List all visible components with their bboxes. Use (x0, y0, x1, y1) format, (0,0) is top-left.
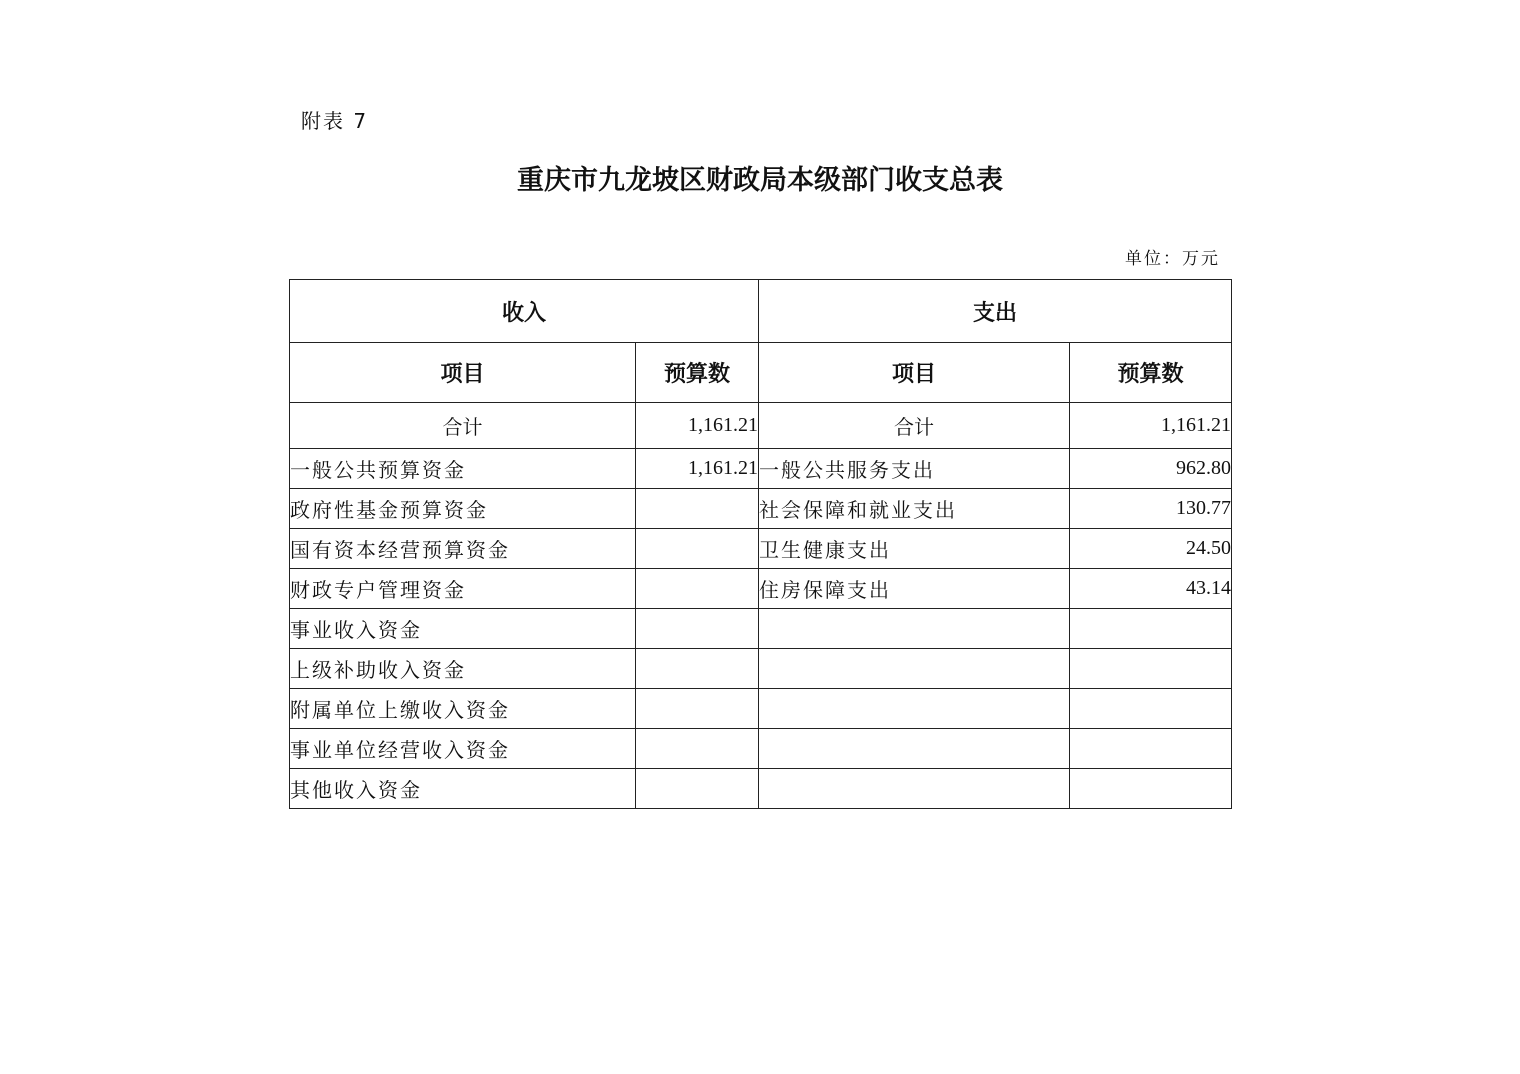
income-amount: 1,161.21 (636, 449, 759, 489)
expense-item (759, 609, 1070, 649)
expense-section-header: 支出 (759, 280, 1232, 343)
income-amount (636, 609, 759, 649)
table-row (290, 449, 1232, 489)
income-amount (636, 729, 759, 769)
table-row (290, 489, 1232, 529)
income-item: 国有资本经营预算资金 (290, 529, 636, 569)
income-item: 一般公共预算资金 (290, 449, 636, 489)
table-row (290, 569, 1232, 609)
income-amount (636, 489, 759, 529)
income-item: 政府性基金预算资金 (290, 489, 636, 529)
income-item: 其他收入资金 (290, 769, 636, 809)
income-item: 财政专户管理资金 (290, 569, 636, 609)
expense-item (759, 689, 1070, 729)
budget-summary-table (289, 279, 1232, 809)
total-row (290, 403, 1232, 449)
expense-amount (1070, 689, 1232, 729)
table-row (290, 649, 1232, 689)
income-amount (636, 689, 759, 729)
expense-item: 卫生健康支出 (759, 529, 1070, 569)
income-item: 附属单位上缴收入资金 (290, 689, 636, 729)
income-amount (636, 769, 759, 809)
expense-amount (1070, 609, 1232, 649)
expense-amount: 130.77 (1070, 489, 1232, 529)
income-total-label: 合计 (290, 403, 636, 449)
expense-amount (1070, 649, 1232, 689)
expense-amount (1070, 729, 1232, 769)
income-amount-column-header: 预算数 (636, 343, 759, 403)
expense-item-column-header: 项目 (759, 343, 1070, 403)
income-amount (636, 569, 759, 609)
expense-total-label: 合计 (759, 403, 1070, 449)
page-title: 重庆市九龙坡区财政局本级部门收支总表 (517, 165, 1003, 196)
attachment-label: 附表 7 (301, 109, 369, 133)
expense-amount: 43.14 (1070, 569, 1232, 609)
expense-amount-column-header: 预算数 (1070, 343, 1232, 403)
income-item: 事业收入资金 (290, 609, 636, 649)
income-item: 上级补助收入资金 (290, 649, 636, 689)
income-total-amount: 1,161.21 (636, 403, 759, 449)
expense-amount: 962.80 (1070, 449, 1232, 489)
expense-amount (1070, 769, 1232, 809)
income-section-header: 收入 (290, 280, 759, 343)
income-item-column-header: 项目 (290, 343, 636, 403)
income-amount (636, 649, 759, 689)
table-row (290, 729, 1232, 769)
expense-item (759, 729, 1070, 769)
table-row (290, 689, 1232, 729)
expense-item: 社会保障和就业支出 (759, 489, 1070, 529)
expense-amount: 24.50 (1070, 529, 1232, 569)
income-amount (636, 529, 759, 569)
table-row (290, 769, 1232, 809)
expense-item (759, 649, 1070, 689)
expense-item: 住房保障支出 (759, 569, 1070, 609)
unit-label: 单位：万元 (1125, 249, 1220, 269)
table-row (290, 609, 1232, 649)
expense-item: 一般公共服务支出 (759, 449, 1070, 489)
expense-total-amount: 1,161.21 (1070, 403, 1232, 449)
expense-item (759, 769, 1070, 809)
income-item: 事业单位经营收入资金 (290, 729, 636, 769)
table-row (290, 529, 1232, 569)
